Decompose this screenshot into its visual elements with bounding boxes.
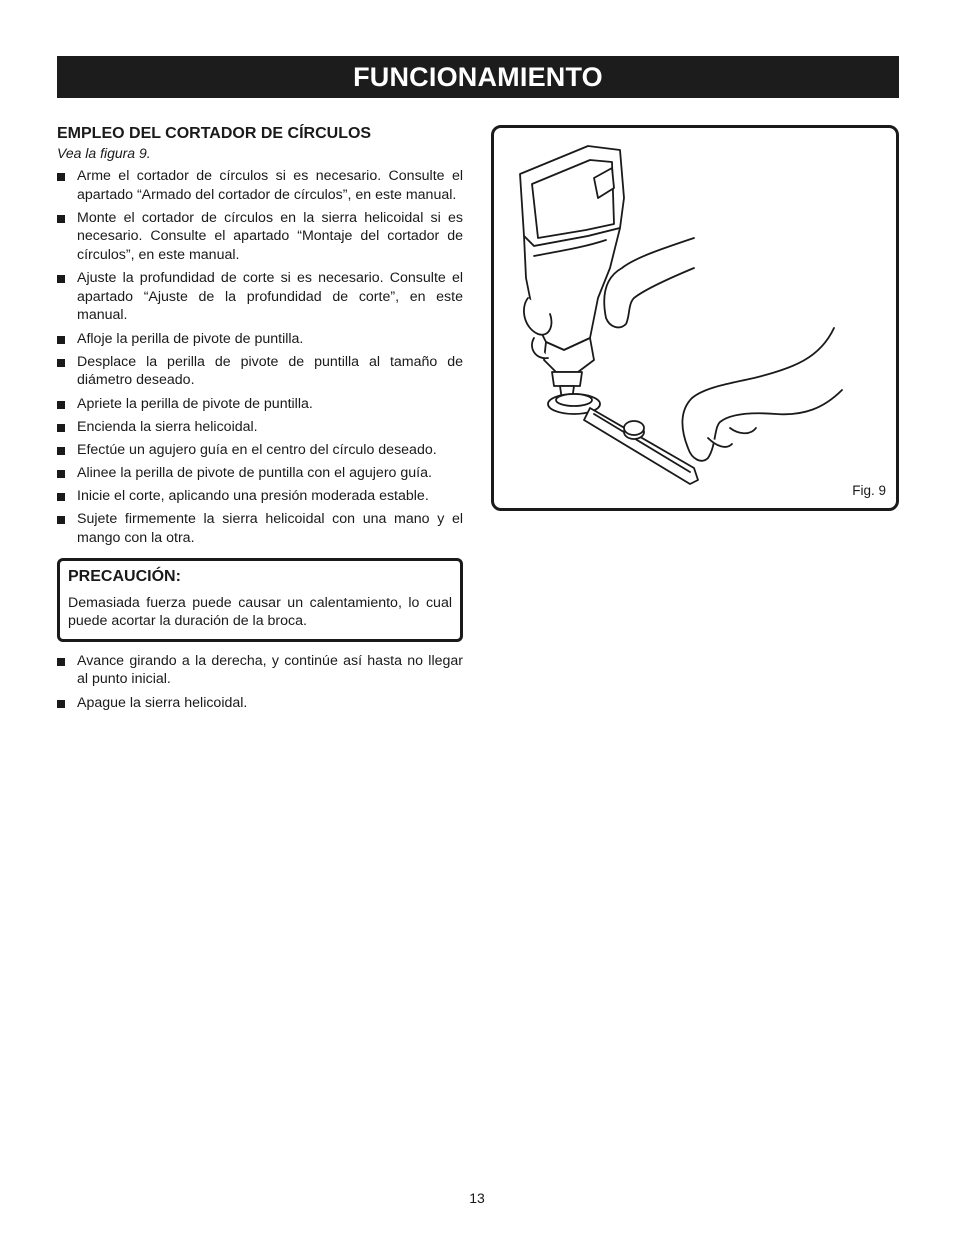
cutter-arm-shape (584, 408, 698, 484)
list-item: Efectúe un agujero guía en el centro del círculo deseado. (57, 441, 463, 460)
steps-list (57, 167, 463, 548)
lower-hand-shape (682, 328, 842, 461)
page-number: 13 (469, 1190, 485, 1206)
list-item: Avance girando a la derecha, y continúe así hasta no llegar al punto inicial. (57, 652, 463, 689)
list-item: Afloje la perilla de pivote de puntilla. (57, 330, 463, 349)
figure-reference: Vea la figura 9. (57, 145, 151, 161)
list-item: Alinee la perilla de pivote de puntilla con el agujero guía. (57, 464, 463, 483)
list-item: Apriete la perilla de pivote de puntilla. (57, 395, 463, 414)
list-item: Inicie el corte, aplicando una presión moderada estable. (57, 487, 463, 506)
figure-caption: Fig. 9 (852, 483, 886, 498)
figure-9-box (491, 125, 899, 511)
instructions-column (57, 124, 463, 717)
caution-text: Demasiada fuerza puede causar un calentamiento, lo cual puede acortar la duración de la broca. (68, 594, 452, 630)
list-item: Desplace la perilla de pivote de puntilla al tamaño de diámetro deseado. (57, 353, 463, 390)
list-item: Monte el cortador de círculos en la sierra helicoidal si es necesario. Consulte el apartado “Montaje del cortador de círculos”, en este manual. (57, 209, 463, 265)
list-item: Apague la sierra helicoidal. (57, 694, 463, 713)
list-item: Arme el cortador de círculos si es necesario. Consulte el apartado “Armado del cortador de círculos”, en este manual. (57, 167, 463, 204)
list-item: Sujete firmemente la sierra helicoidal con una mano y el mango con la otra. (57, 510, 463, 547)
section-title: EMPLEO DEL CORTADOR DE CÍRCULOS (57, 125, 372, 142)
caution-title: PRECAUCIÓN: (68, 567, 181, 585)
list-item: Encienda la sierra helicoidal. (57, 418, 463, 437)
final-steps-list (57, 652, 463, 712)
page-header-banner (57, 56, 899, 98)
list-item: Ajuste la profundidad de corte si es necesario. Consulte el apartado “Ajuste de la profundidad de corte”, en este manual. (57, 269, 463, 325)
caution-box (57, 558, 463, 642)
page-title: FUNCIONAMIENTO (353, 61, 603, 92)
rotary-tool-circle-cutter-illustration (494, 128, 896, 508)
upper-hand-shape (604, 238, 694, 327)
